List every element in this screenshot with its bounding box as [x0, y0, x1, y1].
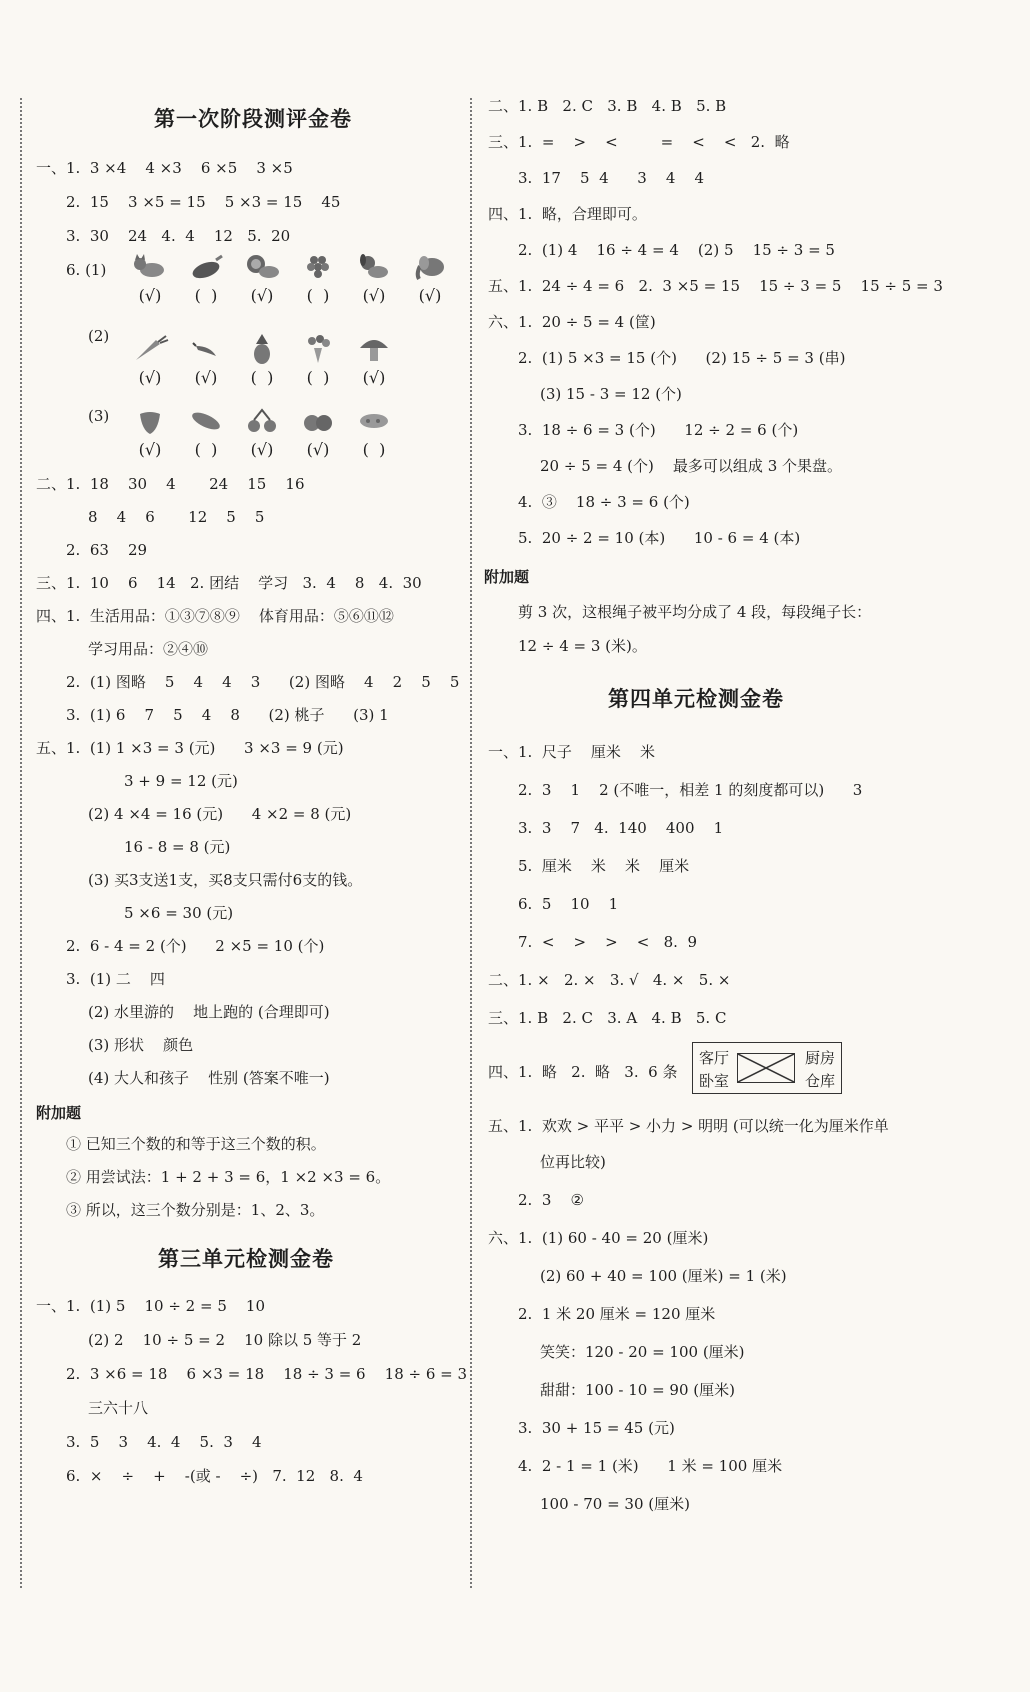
answer-line: 3. 18 ÷ 6 = 3 (个) 12 ÷ 2 = 6 (个) [518, 421, 799, 439]
answer-mark: (√) [418, 286, 442, 305]
answer-line: 位再比较) [540, 1153, 606, 1171]
answer-line: 7. < > > < 8. 9 [518, 933, 698, 951]
answer-line: 3. (1) 二 四 [66, 970, 165, 988]
answer-mark: (√) [138, 286, 162, 305]
picture-row-1 [122, 252, 458, 306]
answer-mark: ( ) [194, 286, 218, 305]
answer-line: (2) 4 ×4 = 16 (元) 4 ×2 = 8 (元) [88, 805, 352, 823]
answer-line: 5. 厘米 米 米 厘米 [518, 857, 690, 875]
answer-line: (4) 大人和孩子 性别 (答案不唯一) [88, 1069, 330, 1087]
question-label: (2) [88, 327, 110, 345]
answer-line: 3. 3 7 4. 140 400 1 [518, 819, 724, 837]
column-divider [470, 98, 472, 1588]
answer-mark: (√) [250, 286, 274, 305]
picture-item [290, 252, 346, 306]
picture-item [178, 334, 234, 388]
grapes-icon [298, 252, 338, 282]
answer-line: 六、1. (1) 60 - 40 = 20 (厘米) [488, 1229, 709, 1247]
answer-line: 6. 5 10 1 [518, 895, 619, 913]
picture-item [346, 334, 402, 388]
answer-line: 甜甜：100 - 10 = 90 (厘米) [540, 1381, 735, 1399]
answer-line: 20 ÷ 5 = 4 (个) 最多可以组成 3 个果盘。 [540, 457, 843, 475]
answer-mark: (√) [138, 368, 162, 387]
diagram-label: 厨房 [804, 1049, 835, 1067]
answer-mark: ( ) [194, 440, 218, 459]
answer-line: 3. 30 + 15 = 45 (元) [518, 1419, 675, 1437]
answer-line: 3 + 9 = 12 (元) [124, 772, 238, 790]
section-title-stage-test: 第一次阶段测评金卷 [154, 107, 352, 131]
answer-mark: (√) [362, 368, 386, 387]
diagram-label: 客厅 [699, 1049, 730, 1067]
answer-line: 四、1. 略，合理即可。 [488, 205, 647, 223]
diagram-label: 卧室 [699, 1072, 730, 1090]
picture-item [234, 334, 290, 388]
chili-icon [186, 334, 226, 364]
picture-item [178, 252, 234, 306]
picture-item [234, 252, 290, 306]
section-title-unit-4: 第四单元检测金卷 [608, 687, 784, 711]
answer-line: 四、1. 略 2. 略 3. 6 条 [488, 1063, 678, 1081]
eggplant-icon [186, 252, 226, 282]
answer-line: 2. (1) 4 16 ÷ 4 = 4 (2) 5 15 ÷ 3 = 5 [518, 241, 835, 259]
answer-line: ② 用尝试法：1 + 2 + 3 = 6，1 ×2 ×3 = 6。 [66, 1168, 391, 1186]
bouquet-icon [298, 334, 338, 364]
lion-icon [242, 252, 282, 282]
answer-mark: ( ) [306, 286, 330, 305]
elephant-icon [410, 252, 450, 282]
answer-line: 5 ×6 = 30 (元) [124, 904, 234, 922]
answer-line: 2. 6 - 4 = 2 (个) 2 ×5 = 10 (个) [66, 937, 325, 955]
answer-line: (3) 形状 颜色 [88, 1036, 194, 1054]
diagram-center-box [737, 1053, 795, 1083]
answer-line: 学习用品：②④⑩ [88, 640, 209, 658]
answer-line: 二、1. × 2. × 3. √ 4. × 5. × [488, 971, 731, 989]
answer-line: 五、1. (1) 1 ×3 = 3 (元) 3 ×3 = 9 (元) [36, 739, 344, 757]
answer-line: 2. (1) 5 ×3 = 15 (个) (2) 15 ÷ 5 = 3 (串) [518, 349, 846, 367]
answer-line: 6. × ÷ + -(或 - ÷) 7. 12 8. 4 [66, 1467, 363, 1485]
room-layout-diagram [692, 1042, 842, 1094]
picture-item [178, 406, 234, 460]
bonus-heading: 附加题 [36, 1104, 82, 1122]
answer-line: 3. 17 5 4 3 4 4 [518, 169, 705, 187]
answer-line: (2) 水里游的 地上跑的 (合理即可) [88, 1003, 330, 1021]
answer-line: 4. ③ 18 ÷ 3 = 6 (个) [518, 493, 690, 511]
answer-line: 2. (1) 图略 5 4 4 3 (2) 图略 4 2 5 5 [66, 673, 460, 691]
apples-icon [298, 406, 338, 436]
question-label: (3) [88, 407, 110, 425]
answer-line: 2. 3 ×6 = 18 6 ×3 = 18 18 ÷ 3 = 6 18 ÷ 6 = 3 [66, 1365, 468, 1383]
picture-item [122, 252, 178, 306]
answer-line: 六、1. 20 ÷ 5 = 4 (筐) [488, 313, 656, 331]
answer-line: 一、1. 3 ×4 4 ×3 6 ×5 3 ×5 [36, 159, 293, 177]
answer-line: 100 - 70 = 30 (厘米) [540, 1495, 690, 1513]
answer-line: 4. 2 - 1 = 1 (米) 1 米 = 100 厘米 [518, 1457, 783, 1475]
answer-line: 3. (1) 6 7 5 4 8 (2) 桃子 (3) 1 [66, 706, 389, 724]
pineapple-icon [242, 334, 282, 364]
answer-line: 三、1. 10 6 14 2. 团结 学习 3. 4 8 4. 30 [36, 574, 422, 592]
answer-line: 笑笑：120 - 20 = 100 (厘米) [540, 1343, 745, 1361]
answer-mark: (√) [138, 440, 162, 459]
answer-mark: ( ) [362, 440, 386, 459]
picture-item [346, 252, 402, 306]
strawberry-icon [130, 406, 170, 436]
answer-line: (2) 2 10 ÷ 5 = 2 10 除以 5 等于 2 [88, 1331, 362, 1349]
diagram-label: 仓库 [804, 1072, 835, 1090]
answer-mark: ( ) [250, 368, 274, 387]
picture-item [122, 334, 178, 388]
answer-line: 2. 15 3 ×5 = 15 5 ×3 = 15 45 [66, 193, 341, 211]
answer-line: 2. 1 米 20 厘米 = 120 厘米 [518, 1305, 716, 1323]
question-label: 6. (1) [66, 261, 107, 279]
picture-item [402, 252, 458, 306]
answer-line: ③ 所以，这三个数分别是：1、2、3。 [66, 1201, 325, 1219]
picture-item [290, 334, 346, 388]
answer-line: 二、1. 18 30 4 24 15 16 [36, 475, 305, 493]
answer-line: 3. 5 3 4. 4 5. 3 4 [66, 1433, 262, 1451]
answer-line: 2. 63 29 [66, 541, 148, 559]
left-margin-divider [20, 98, 22, 1588]
picture-row-3 [122, 406, 402, 460]
corn-icon [186, 406, 226, 436]
cat-icon [130, 252, 170, 282]
carrot-icon [130, 334, 170, 364]
answer-line: 5. 20 ÷ 2 = 10 (本) 10 - 6 = 4 (本) [518, 529, 801, 547]
picture-item [346, 406, 402, 460]
picture-item [122, 406, 178, 460]
answer-line: 2. 3 1 2 (不唯一，相差 1 的刻度都可以) 3 [518, 781, 863, 799]
answer-line: 剪 3 次，这根绳子被平均分成了 4 段，每段绳子长： [518, 603, 872, 621]
picture-item [290, 406, 346, 460]
answer-line: 3. 30 24 4. 4 12 5. 20 [66, 227, 291, 245]
answer-line: 四、1. 生活用品：①③⑦⑧⑨ 体育用品：⑤⑥⑪⑫ [36, 607, 394, 625]
answer-mark: ( ) [306, 368, 330, 387]
answer-line: 12 ÷ 4 = 3 (米)。 [518, 637, 647, 655]
answer-line: 三、1. = > < = < < 2. 略 [488, 133, 790, 151]
answer-line: 三、1. B 2. C 3. A 4. B 5. C [488, 1009, 727, 1027]
answer-line: ① 已知三个数的和等于这三个数的积。 [66, 1135, 326, 1153]
peanut-icon [354, 406, 394, 436]
dog-icon [354, 252, 394, 282]
answer-line: 一、1. (1) 5 10 ÷ 2 = 5 10 [36, 1297, 266, 1315]
picture-row-2 [122, 334, 402, 388]
answer-line: 三六十八 [88, 1399, 149, 1417]
diagram-cross [738, 1054, 794, 1082]
cherries-icon [242, 406, 282, 436]
answer-line: 一、1. 尺子 厘米 米 [488, 743, 655, 761]
bonus-heading: 附加题 [484, 568, 530, 586]
answer-mark: (√) [362, 286, 386, 305]
answer-line: 8 4 6 12 5 5 [88, 508, 265, 526]
section-title-unit-3: 第三单元检测金卷 [158, 1247, 334, 1271]
answer-line: 五、1. 24 ÷ 4 = 6 2. 3 ×5 = 15 15 ÷ 3 = 5 15 ÷ 5 = 3 [488, 277, 943, 295]
mushroom-icon [354, 334, 394, 364]
answer-line: (3) 15 - 3 = 12 (个) [540, 385, 682, 403]
answer-line: 2. 3 ② [518, 1191, 584, 1209]
answer-line: 二、1. B 2. C 3. B 4. B 5. B [488, 97, 727, 115]
answer-line: 16 - 8 = 8 (元) [124, 838, 231, 856]
answer-mark: (√) [250, 440, 274, 459]
answer-mark: (√) [194, 368, 218, 387]
answer-line: (3) 买3支送1支，买8支只需付6支的钱。 [88, 871, 363, 889]
answer-mark: (√) [306, 440, 330, 459]
picture-item [234, 406, 290, 460]
answer-line: (2) 60 + 40 = 100 (厘米) = 1 (米) [540, 1267, 787, 1285]
answer-line: 五、1. 欢欢 > 平平 > 小力 > 明明 (可以统一化为厘米作单 [488, 1117, 889, 1135]
